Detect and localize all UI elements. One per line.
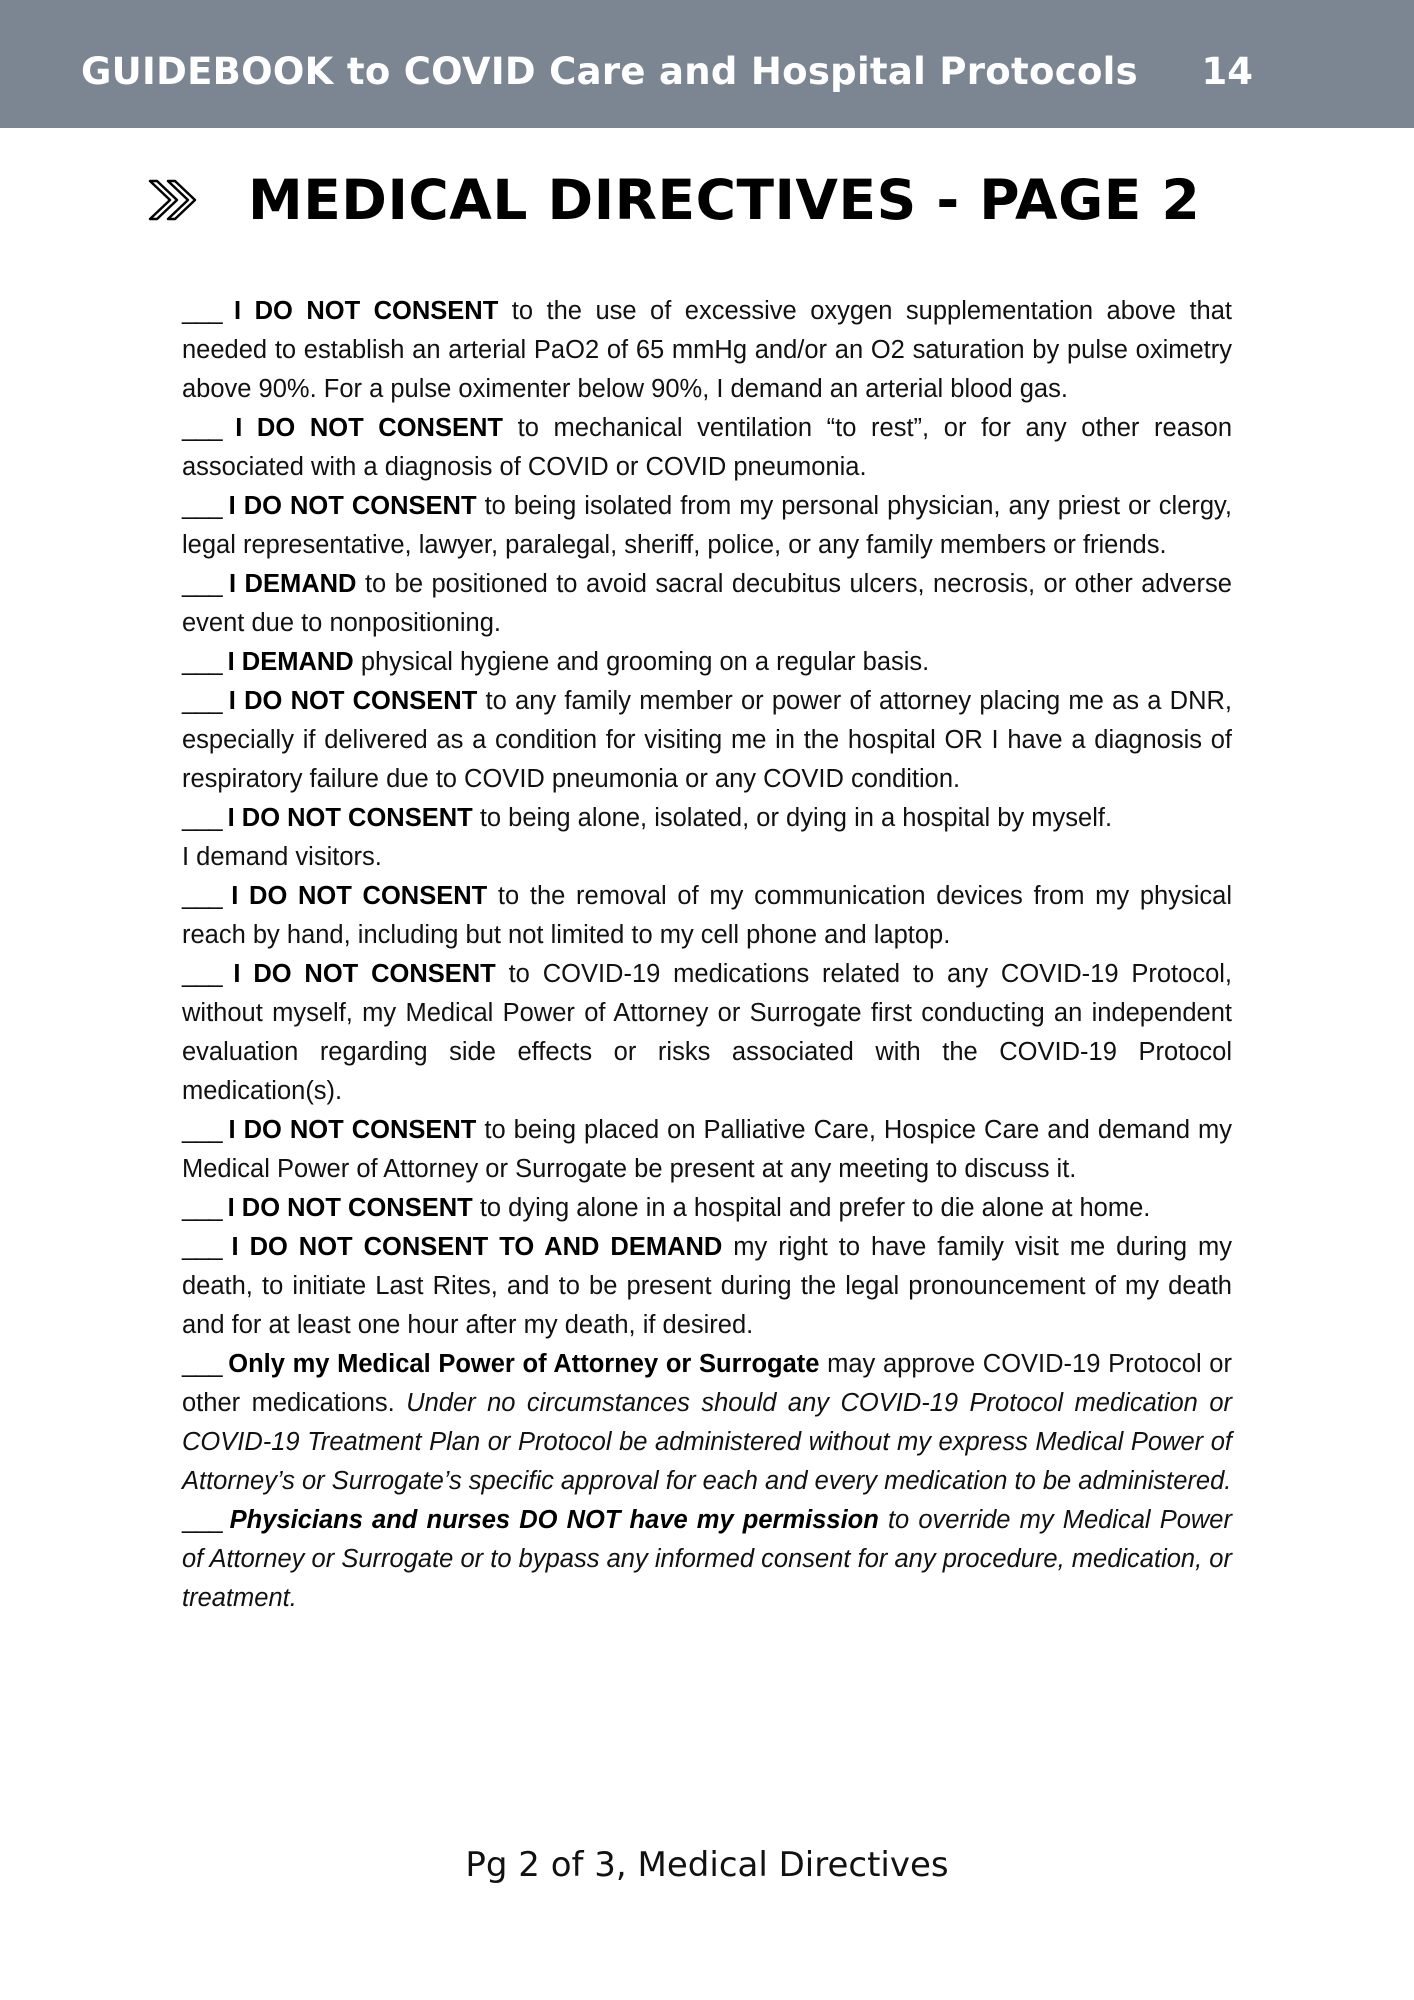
directive-emphasis: I DO NOT CONSENT [234, 297, 499, 325]
double-chevron-right-icon [146, 175, 216, 225]
directive-emphasis: I DO NOT CONSENT [227, 1194, 473, 1222]
directive-text: to the use of excessive oxygen supplementation above that needed to establish an arterial PaO2 of 65 mmHg and/or an O2 saturation by pulse oximetry above 90%. For a pulse oximenter below 90%, I demand an arterial blood gas. [182, 297, 1232, 403]
checkbox-blank: ___ [182, 882, 232, 910]
directive-emphasis: I DO NOT CONSENT [228, 1116, 477, 1144]
directive-text: to COVID-19 medications related to any COVID-19 Protocol, without myself, my Medical Power of Attorney or Surrogate first conducting an independent evaluation regarding side effects or risks associated with the COVID-19 Protocol medication(s). [182, 960, 1232, 1105]
directive-item [182, 487, 1232, 565]
directive-emphasis: Only my Medical Power of Attorney or Surrogate [228, 1350, 820, 1378]
directive-emphasis: I DO NOT CONSENT [231, 882, 488, 910]
directive-text: to being isolated from my personal physician, any priest or clergy, legal representative, lawyer, paralegal, sheriff, police, or any family members or friends. [182, 492, 1232, 559]
directive-emphasis: I DEMAND [227, 648, 354, 676]
directive-text: to dying alone in a hospital and prefer to die alone at home. [472, 1194, 1151, 1222]
directive-item [182, 877, 1232, 955]
directive-text: to the removal of my communication devices from my physical reach by hand, including but not limited to my cell phone and laptop. [182, 882, 1232, 949]
directive-emphasis: I DO NOT CONSENT [228, 492, 477, 520]
directives-list [182, 292, 1232, 1618]
directive-item [182, 565, 1232, 643]
directive-item [182, 955, 1232, 1111]
directive-emphasis: I DEMAND [229, 570, 357, 598]
checkbox-blank: ___ [182, 687, 229, 715]
directive-text: to being alone, isolated, or dying in a hospital by myself. [472, 804, 1113, 832]
directive-item [182, 643, 1232, 682]
directive-text: may approve COVID-19 Protocol or other medications. [182, 1350, 1232, 1417]
directive-extra-line: I demand visitors. [182, 843, 382, 871]
header-bar [0, 0, 1414, 128]
directive-item [182, 1189, 1232, 1228]
directive-item [182, 1501, 1232, 1618]
checkbox-blank: ___ [182, 492, 229, 520]
checkbox-blank: ___ [182, 570, 230, 598]
directive-emphasis: I DO NOT CONSENT [233, 960, 496, 988]
directive-text: my right to have family visit me during my death, to initiate Last Rites, and to be present during the legal pronouncement of my death and for at least one hour after my death, if desired. [182, 1233, 1232, 1339]
checkbox-blank: ___ [182, 648, 228, 676]
directive-emphasis: I DO NOT CONSENT [228, 687, 478, 715]
directive-item [182, 799, 1232, 877]
directive-text: to any family member or power of attorney placing me as a DNR, especially if delivered as a condition for visiting me in the hospital OR I have a diagnosis of respiratory failure due to COVID pneumonia or any COVID condition. [182, 687, 1232, 793]
directive-item [182, 409, 1232, 487]
guidebook-title: GUIDEBOOK to COVID Care and Hospital Protocols [81, 50, 1138, 93]
page-number: 14 [1201, 50, 1253, 93]
checkbox-blank: ___ [182, 1194, 228, 1222]
directive-emphasis: I DO NOT CONSENT TO AND DEMAND [231, 1233, 723, 1261]
checkbox-blank: ___ [182, 1506, 230, 1534]
checkbox-blank: ___ [182, 414, 236, 442]
directive-italic-text: to override my Medical Power of Attorney or Surrogate or to bypass any informed consent for any procedure, medication, or treatment. [182, 1506, 1232, 1612]
directive-emphasis: I DO NOT CONSENT [227, 804, 473, 832]
checkbox-blank: ___ [182, 1116, 229, 1144]
checkbox-blank: ___ [182, 1233, 232, 1261]
checkbox-blank: ___ [182, 804, 228, 832]
directive-item [182, 682, 1232, 799]
checkbox-blank: ___ [182, 1350, 229, 1378]
section-heading [146, 160, 1296, 240]
page-title: MEDICAL DIRECTIVES - PAGE 2 [248, 168, 1201, 232]
directive-item [182, 1345, 1232, 1501]
checkbox-blank: ___ [182, 297, 235, 325]
checkbox-blank: ___ [182, 960, 234, 988]
directive-italic-text: Under no circumstances should any COVID-19 Protocol medication or COVID-19 Treatment Plan or Protocol be administered without my express Medical Power of Attorney’s or Surrogate’s specific approval for each and every medication to be administered. [182, 1389, 1232, 1495]
directive-text: physical hygiene and grooming on a regular basis. [353, 648, 930, 676]
directive-item [182, 1228, 1232, 1345]
directive-text: to mechanical ventilation “to rest”, or for any other reason associated with a diagnosis of COVID or COVID pneumonia. [182, 414, 1232, 481]
directive-item [182, 292, 1232, 409]
directive-item [182, 1111, 1232, 1189]
page-footer: Pg 2 of 3, Medical Directives [465, 1845, 949, 1885]
directive-emphasis: Physicians and nurses DO NOT have my permission [229, 1506, 879, 1534]
directive-text: to being placed on Palliative Care, Hospice Care and demand my Medical Power of Attorney or Surrogate be present at any meeting to discuss it. [182, 1116, 1232, 1183]
directive-emphasis: I DO NOT CONSENT [235, 414, 503, 442]
directive-text: to be positioned to avoid sacral decubitus ulcers, necrosis, or other adverse event due to nonpositioning. [182, 570, 1232, 637]
